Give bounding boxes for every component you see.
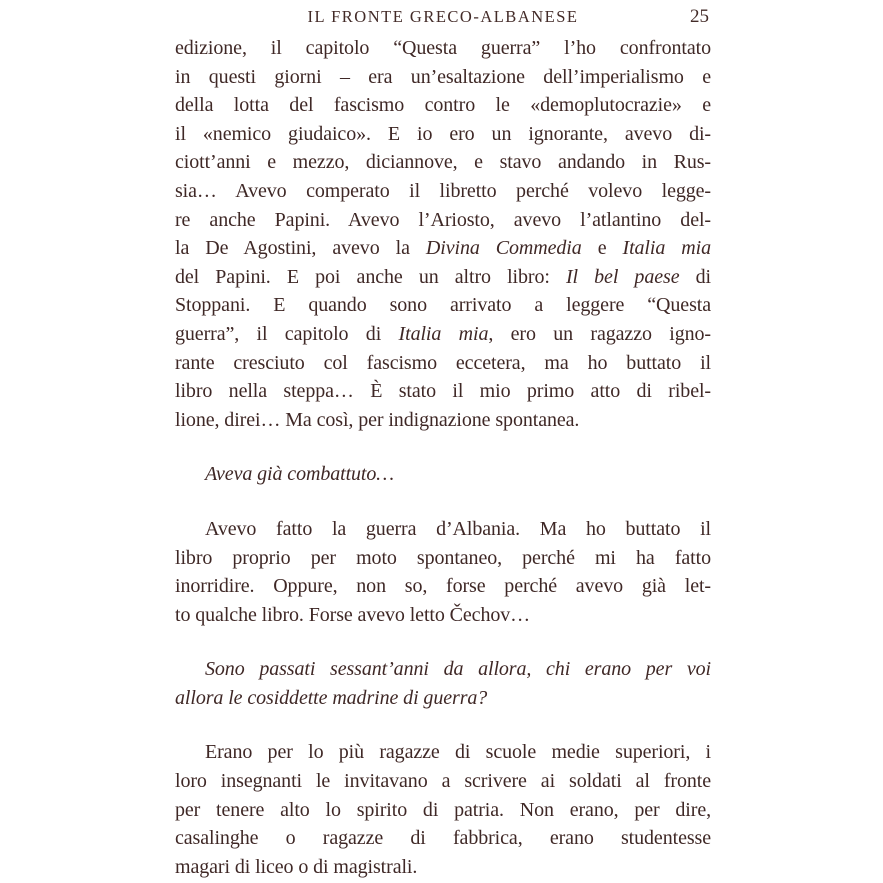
text-segment: libro proprio per moto spontaneo, perché mi ha fatto [175, 546, 711, 569]
text-segment: Erano per lo più ragazze di scuole medie superiori, i [205, 741, 711, 764]
text-segment: Stoppani. E quando sono arrivato a leggere “Questa [175, 294, 711, 317]
text-line [175, 91, 711, 120]
text-line [175, 767, 711, 796]
text-segment: Avevo fatto la guerra d’Albania. Ma ho buttato il [205, 517, 711, 540]
text-segment: il «nemico giudaico». E io ero un ignorante, avevo di- [175, 122, 711, 145]
text-line [175, 234, 711, 263]
interview-question [175, 655, 711, 712]
text-line [175, 263, 711, 292]
italic-text-segment: Divina Commedia [425, 237, 582, 260]
text-line [175, 655, 711, 684]
text-segment: inorridire. Oppure, non so, forse perché avevo già let- [175, 575, 711, 598]
text-segment: e [581, 237, 623, 260]
italic-text-segment: Sono passati sessant’anni da allora, chi erano per voi [205, 658, 711, 681]
text-segment: , ero un ragazzo igno- [488, 322, 711, 345]
page-number: 25 [690, 6, 709, 27]
text-segment: della lotta del fascismo contro le «demoplutocrazie» e [175, 94, 711, 117]
text-segment: di [679, 265, 711, 288]
text-line [175, 515, 711, 544]
text-segment: loro insegnanti le invitavano a scrivere ai soldati al fronte [175, 770, 711, 793]
text-line [175, 377, 711, 406]
text-line [175, 34, 711, 63]
text-line [175, 320, 711, 349]
text-block [175, 34, 711, 881]
text-line [175, 177, 711, 206]
italic-text-segment: Italia mia [398, 322, 489, 345]
text-line [175, 796, 711, 825]
text-segment: guerra”, il capitolo di [175, 322, 399, 345]
text-line [175, 291, 711, 320]
text-line [175, 120, 711, 149]
text-segment: magari di liceo o di magistrali. [175, 855, 418, 878]
paragraph [175, 515, 711, 629]
text-line [175, 406, 711, 435]
text-line [175, 206, 711, 235]
italic-text-segment: Il bel paese [565, 265, 680, 288]
text-segment: rante cresciuto col fascismo eccetera, ma ho buttato il [175, 351, 711, 374]
text-segment: per tenere alto lo spirito di patria. Non erano, per dire, [175, 798, 711, 821]
text-segment: sia… Avevo comperato il libretto perché volevo legge- [175, 179, 711, 202]
interview-question [175, 460, 711, 489]
text-segment: re anche Papini. Avevo l’Ariosto, avevo l’atlantino del- [175, 208, 711, 231]
italic-text-segment: Aveva già combattuto… [205, 463, 394, 486]
text-segment: del Papini. E poi anche un altro libro: [175, 265, 566, 288]
page-header [175, 5, 711, 29]
text-line [175, 349, 711, 378]
text-line [175, 63, 711, 92]
text-segment: casalinghe o ragazze di fabbrica, erano studentesse [175, 827, 711, 850]
text-line [175, 824, 711, 853]
text-line [175, 684, 711, 713]
text-line [175, 544, 711, 573]
text-segment: ciott’anni e mezzo, diciannove, e stavo andando in Rus- [175, 151, 711, 174]
text-segment: in questi giorni – era un’esaltazione dell’imperialismo e [175, 65, 711, 88]
text-line [175, 148, 711, 177]
text-segment: libro nella steppa… È stato il mio primo atto di ribel- [175, 380, 711, 403]
text-segment: lione, direi… Ma così, per indignazione spontanea. [175, 408, 580, 431]
text-line [175, 460, 711, 489]
italic-text-segment: allora le cosiddette madrine di guerra? [175, 686, 488, 709]
text-line [175, 853, 711, 882]
text-line [175, 572, 711, 601]
paragraph [175, 34, 711, 434]
text-segment: la De Agostini, avevo la [175, 237, 426, 260]
text-line [175, 601, 711, 630]
running-head: IL FRONTE GRECO-ALBANESE [307, 7, 579, 26]
text-line [175, 738, 711, 767]
text-segment: edizione, il capitolo “Questa guerra” l’ho confrontato [175, 37, 711, 59]
text-segment: to qualche libro. Forse avevo letto Čechov… [175, 603, 531, 626]
paragraph [175, 738, 711, 881]
italic-text-segment: Italia mia [622, 237, 711, 260]
